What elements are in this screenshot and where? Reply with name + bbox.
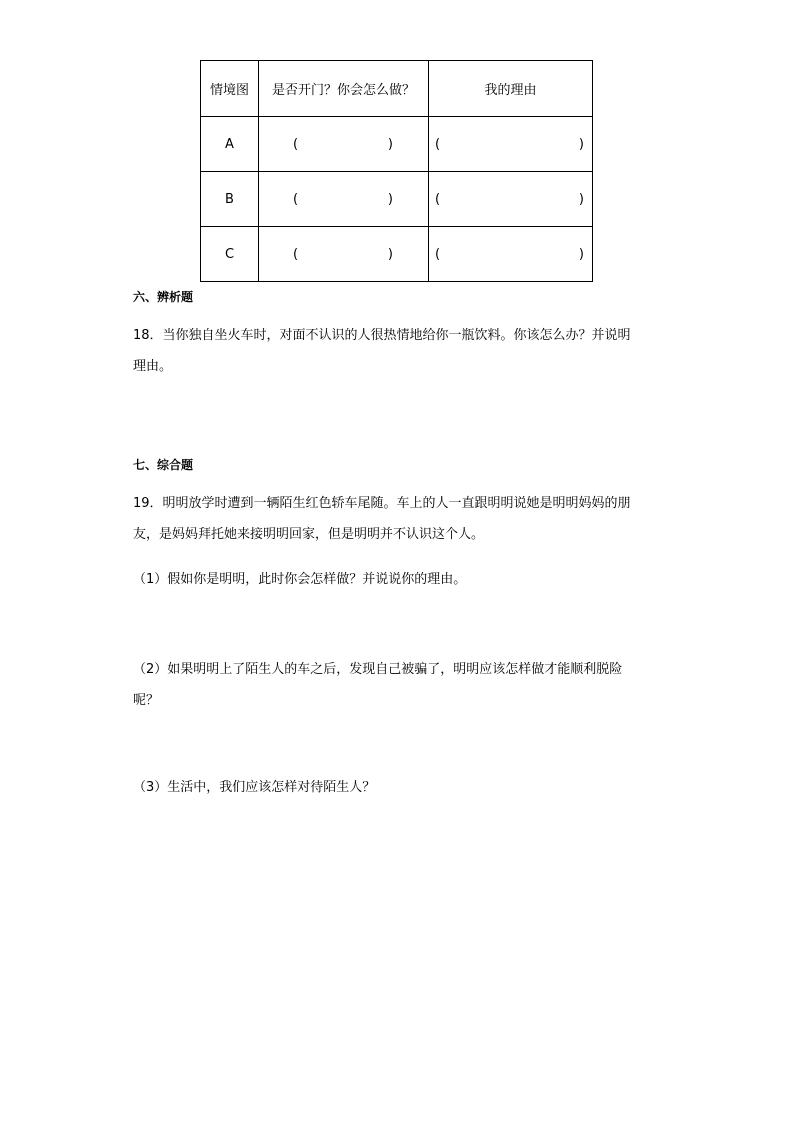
table-row: [201, 227, 593, 282]
answer-blank-reason[interactable]: [429, 117, 593, 172]
sub-question-1: （1）假如你是明明，此时你会怎样做？并说说你的理由。: [133, 572, 467, 587]
table-row: [201, 172, 593, 227]
section-heading-comprehensive: 七、综合题: [133, 458, 194, 472]
answer-blank-action[interactable]: [259, 172, 429, 227]
close-paren: ): [578, 246, 584, 262]
close-paren: ): [387, 246, 393, 262]
question-18-line: 理由。: [133, 359, 173, 374]
close-paren: ): [578, 191, 584, 207]
table-row: [201, 117, 593, 172]
sub-question-2-line: （2）如果明明上了陌生人的车之后，发现自己被骗了，明明应该怎样做才能顺利脱险: [133, 662, 623, 677]
close-paren: ): [578, 136, 584, 152]
answer-blank-reason[interactable]: [429, 227, 593, 282]
open-paren: (: [293, 136, 299, 152]
scenario-table: [200, 60, 593, 282]
row-label: A: [201, 117, 259, 172]
sub-question-3: （3）生活中，我们应该怎样对待陌生人？: [133, 780, 376, 795]
open-paren: (: [293, 246, 299, 262]
answer-blank-action[interactable]: [259, 227, 429, 282]
close-paren: ): [387, 191, 393, 207]
table-header-row: [201, 61, 593, 117]
open-paren: (: [435, 246, 441, 262]
open-paren: (: [435, 191, 441, 207]
row-label: C: [201, 227, 259, 282]
question-18-line: 18．当你独自坐火车时，对面不认识的人很热情地给你一瓶饮料。你该怎么办？并说明: [133, 328, 631, 343]
open-paren: (: [435, 136, 441, 152]
open-paren: (: [293, 191, 299, 207]
header-scenario-image: 情境图: [201, 61, 259, 117]
answer-blank-action[interactable]: [259, 117, 429, 172]
sub-question-2-line: 呢？: [133, 693, 160, 708]
header-my-reason: 我的理由: [429, 61, 593, 117]
answer-blank-reason[interactable]: [429, 172, 593, 227]
row-label: B: [201, 172, 259, 227]
section-heading-analysis: 六、辨析题: [133, 290, 194, 304]
close-paren: ): [387, 136, 393, 152]
question-19-line: 友，是妈妈拜托她来接明明回家，但是明明并不认识这个人。: [133, 527, 485, 542]
question-19-line: 19．明明放学时遭到一辆陌生红色轿车尾随。车上的人一直跟明明说她是明明妈妈的朋: [133, 496, 631, 511]
header-open-door: 是否开门？你会怎么做？: [259, 61, 429, 117]
question-19: [133, 488, 663, 550]
sub-question-2: [133, 654, 663, 716]
question-18: [133, 320, 663, 382]
